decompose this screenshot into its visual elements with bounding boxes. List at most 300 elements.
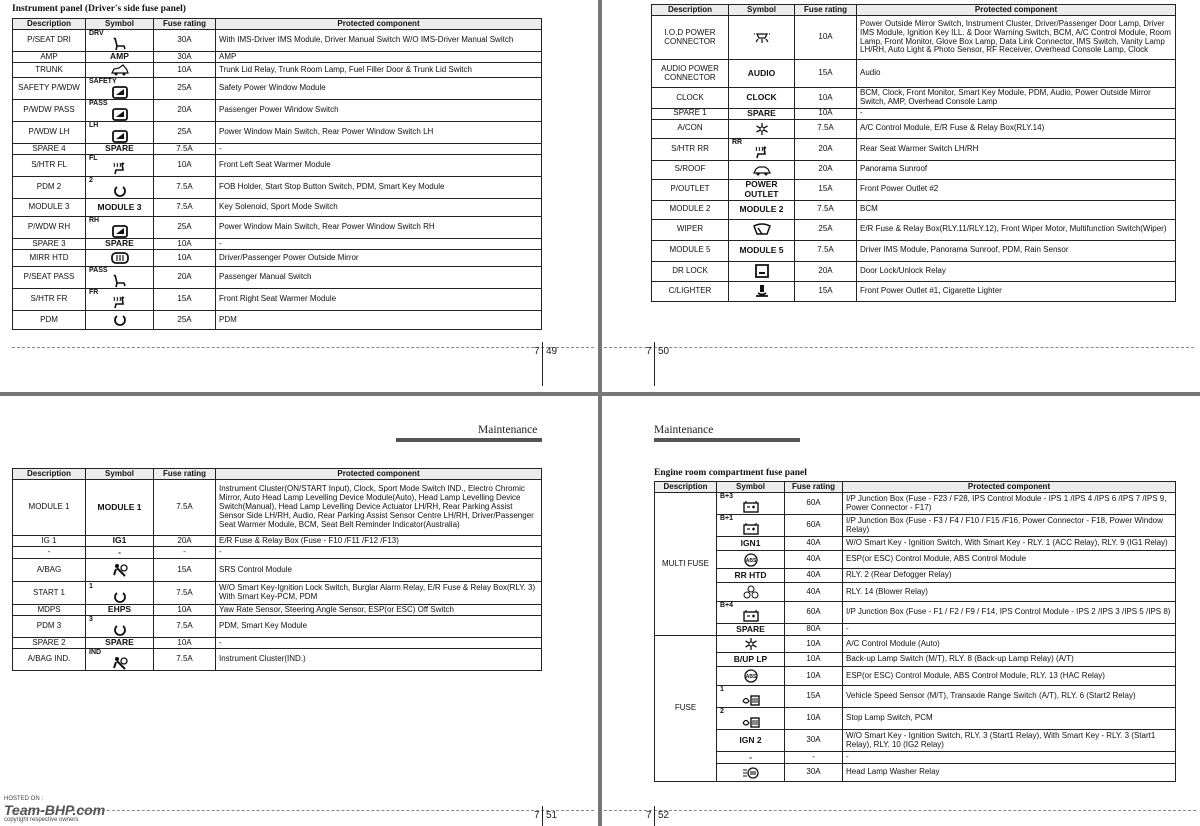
symbol-cell xyxy=(86,100,154,122)
power-button-icon xyxy=(111,313,129,327)
symbol-superscript: FL xyxy=(89,155,98,162)
fuse-description: S/HTR FR xyxy=(13,289,86,311)
symbol-text: SPARE xyxy=(717,624,785,636)
battery-icon xyxy=(742,500,760,514)
fuse-rating: 15A xyxy=(795,60,857,88)
fuse-rating: 15A xyxy=(154,289,216,311)
table-row xyxy=(13,480,542,536)
watermark: HOSTED ON : Team-BHP.com copyright respective owners xyxy=(4,796,106,823)
fuse-rating: 15A xyxy=(795,179,857,200)
protected-component: BCM xyxy=(857,200,1176,219)
symbol-cell xyxy=(717,764,785,782)
svg-text:ABS: ABS xyxy=(745,557,756,564)
protected-component: - xyxy=(216,144,542,155)
symbol-cell xyxy=(86,559,154,582)
power-button-icon xyxy=(111,184,129,198)
fuse-rating: 40A xyxy=(785,569,843,583)
table-row xyxy=(13,100,542,122)
col-protected-component: Protected component xyxy=(843,482,1176,493)
fuse-description: MDPS xyxy=(13,605,86,616)
window-icon xyxy=(111,85,129,99)
fuse-group-description: MULTI FUSE xyxy=(655,493,717,636)
protected-component: Stop Lamp Switch, PCM xyxy=(843,708,1176,730)
fuse-table xyxy=(654,481,1176,782)
table-row xyxy=(13,616,542,638)
table-row xyxy=(652,160,1176,179)
table-row xyxy=(13,177,542,199)
symbol-cell xyxy=(729,119,795,138)
protected-component: SRS Control Module xyxy=(216,559,542,582)
protected-component: W/O Smart Key - Ignition Switch, With Smart Key - RLY. 1 (ACC Relay), RLY. 9 (IG1 Relay) xyxy=(843,537,1176,551)
fuse-rating: 30A xyxy=(154,30,216,52)
fuse-rating: 10A xyxy=(795,16,857,60)
symbol-superscript: 1 xyxy=(89,582,93,590)
fuse-rating: 60A xyxy=(785,515,843,537)
fuse-rating: 30A xyxy=(154,52,216,63)
fuse-rating: 7.5A xyxy=(154,616,216,638)
symbol-superscript: 3 xyxy=(89,616,93,623)
symbol-superscript: 2 xyxy=(720,708,724,715)
protected-component: I/P Junction Box (Fuse - F1 / F2 / F9 / F14, IPS Control Module - IPS 2 /IPS 3 /IPS 5 /IPS 8) xyxy=(843,602,1176,624)
symbol-cell xyxy=(717,515,785,537)
fuse-description: MODULE 5 xyxy=(652,240,729,261)
symbol-superscript: SAFETY xyxy=(89,78,117,85)
protected-component: Instrument Cluster(ON/START Input), Clock, Sport Mode Switch IND., Electro Chromic Mirror, Auto Head Lamp Levelling Device Module(Auto), Head Lamp Levelling Device Switch(Manual), Head Lamp Levelling Device Actuator LH/RH, Rear Parking Assist Sensor Side LH/RH, Audio, Rear Parking Assist Sensor Centre LH/RH, Driver/Passenger Seat Warmer Module, BCM, Seat Belt Reminder Indicator(Australia) xyxy=(216,480,542,536)
table-row xyxy=(13,250,542,267)
fuse-description: A/BAG IND. xyxy=(13,649,86,671)
table-row xyxy=(652,200,1176,219)
fuse-rating: 40A xyxy=(785,551,843,569)
page-52 xyxy=(602,396,1200,826)
symbol-cell xyxy=(717,667,785,686)
protected-component: Front Power Outlet #2 xyxy=(857,179,1176,200)
fuse-rating: 30A xyxy=(785,730,843,752)
table-row xyxy=(13,217,542,239)
symbol-cell xyxy=(86,311,154,330)
protected-component: Front Power Outlet #1, Cigarette Lighter xyxy=(857,281,1176,301)
protected-component: BCM, Clock, Front Monitor, Smart Key Module, PDM, Audio, Power Outside Mirror Switch, AMP, Overhead Console Lamp xyxy=(857,88,1176,109)
table-row xyxy=(655,764,1176,782)
table-row xyxy=(655,624,1176,636)
fuse-rating: 10A xyxy=(785,636,843,653)
fuse-rating: 15A xyxy=(785,686,843,708)
protected-component: - xyxy=(857,109,1176,120)
fuse-rating: 10A xyxy=(795,88,857,109)
power-button-icon xyxy=(111,623,129,637)
table-row xyxy=(13,239,542,250)
symbol-cell xyxy=(729,160,795,179)
protected-component: E/R Fuse & Relay Box(RLY.11/RLY.12), Front Wiper Motor, Multifunction Switch(Wiper) xyxy=(857,219,1176,240)
symbol-superscript: PASS xyxy=(89,267,108,274)
table-row xyxy=(13,289,542,311)
symbol-superscript: IND xyxy=(89,649,102,656)
cigarette-lighter-icon xyxy=(753,284,771,298)
symbol-superscript: PASS xyxy=(89,100,108,107)
fuse-rating: 7.5A xyxy=(154,177,216,199)
fuse-description: AUDIO POWER CONNECTOR xyxy=(652,60,729,88)
protected-component: Door Lock/Unlock Relay xyxy=(857,261,1176,281)
fuse-rating: 25A xyxy=(154,217,216,239)
page-50 xyxy=(602,0,1200,392)
fuse-rating: 20A xyxy=(795,160,857,179)
protected-component: Back-up Lamp Switch (M/T), RLY. 8 (Back-up Lamp Relay) (A/T) xyxy=(843,653,1176,667)
table-row xyxy=(13,559,542,582)
table-row xyxy=(655,752,1176,764)
airbag-icon xyxy=(111,563,129,577)
fuse-description: P/WDW PASS xyxy=(13,100,86,122)
symbol-text: IGN 2 xyxy=(717,730,785,752)
protected-component: PDM xyxy=(216,311,542,330)
symbol-cell xyxy=(86,616,154,638)
symbol-text: SPARE xyxy=(86,144,154,155)
fuse-rating: 20A xyxy=(795,261,857,281)
table-row xyxy=(655,537,1176,551)
fuse-rating: 30A xyxy=(785,764,843,782)
fuse-rating: 40A xyxy=(785,537,843,551)
page-number-right: 52 xyxy=(658,810,670,821)
col-fuse-rating: Fuse rating xyxy=(154,469,216,480)
fuse-description: S/ROOF xyxy=(652,160,729,179)
protected-component: RLY. 14 (Blower Relay) xyxy=(843,583,1176,602)
fuse-description: A/BAG xyxy=(13,559,86,582)
symbol-text: MODULE 2 xyxy=(729,200,795,219)
protected-component: - xyxy=(216,547,542,559)
fuse-rating: 10A xyxy=(154,605,216,616)
protected-component: - xyxy=(843,752,1176,764)
symbol-cell xyxy=(729,219,795,240)
symbol-cell xyxy=(86,217,154,239)
fuse-rating: 7.5A xyxy=(795,200,857,219)
col-protected-component: Protected component xyxy=(857,5,1176,16)
table-row xyxy=(13,605,542,616)
table-row xyxy=(652,60,1176,88)
col-symbol: Symbol xyxy=(717,482,785,493)
col-protected-component: Protected component xyxy=(216,469,542,480)
table-row xyxy=(655,569,1176,583)
fuse-description: S/HTR RR xyxy=(652,138,729,160)
fuse-rating: 10A xyxy=(154,155,216,177)
abs-icon xyxy=(742,553,760,567)
protected-component: Safety Power Window Module xyxy=(216,78,542,100)
protected-component: Driver IMS Module, Panorama Sunroof, PDM, Rain Sensor xyxy=(857,240,1176,261)
table-row xyxy=(652,219,1176,240)
protected-component: PDM, Smart Key Module xyxy=(216,616,542,638)
battery-icon xyxy=(742,609,760,623)
power-button-icon xyxy=(111,590,129,604)
symbol-superscript: RH xyxy=(89,217,100,224)
col-fuse-rating: Fuse rating xyxy=(795,5,857,16)
symbol-text: - xyxy=(86,547,154,559)
blower-fan-icon xyxy=(742,585,760,599)
table-row xyxy=(655,653,1176,667)
fuse-description: P/OUTLET xyxy=(652,179,729,200)
fuse-description: DR LOCK xyxy=(652,261,729,281)
col-symbol: Symbol xyxy=(86,19,154,30)
protected-component: Instrument Cluster(IND.) xyxy=(216,649,542,671)
protected-component: Panorama Sunroof xyxy=(857,160,1176,179)
ecu-icon xyxy=(742,715,760,729)
fuse-rating: 20A xyxy=(154,267,216,289)
page-title: Instrument panel (Driver's side fuse panel) xyxy=(12,4,186,14)
protected-component: Yaw Rate Sensor, Steering Angle Sensor, ESP(or ESC) Off Switch xyxy=(216,605,542,616)
table-row xyxy=(13,122,542,144)
fuse-rating: 10A xyxy=(795,109,857,120)
col-description: Description xyxy=(13,19,86,30)
symbol-cell xyxy=(717,551,785,569)
symbol-text: AUDIO xyxy=(729,60,795,88)
fuse-rating: 10A xyxy=(785,653,843,667)
door-lock-icon xyxy=(753,264,771,278)
window-icon xyxy=(111,129,129,143)
protected-component: Front Right Seat Warmer Module xyxy=(216,289,542,311)
symbol-cell xyxy=(729,281,795,301)
col-protected-component: Protected component xyxy=(216,19,542,30)
fuse-description: SPARE 3 xyxy=(13,239,86,250)
symbol-cell xyxy=(86,155,154,177)
fuse-description: A/CON xyxy=(652,119,729,138)
fuse-rating: 7.5A xyxy=(154,480,216,536)
trunk-car-icon xyxy=(111,63,129,77)
col-fuse-rating: Fuse rating xyxy=(154,19,216,30)
symbol-text: CLOCK xyxy=(729,88,795,109)
fuse-group-description: FUSE xyxy=(655,636,717,782)
symbol-cell xyxy=(729,16,795,60)
page-number-left: 7 xyxy=(646,346,652,357)
protected-component: Passenger Manual Switch xyxy=(216,267,542,289)
protected-component: Key Solenoid, Sport Mode Switch xyxy=(216,199,542,217)
symbol-text: IGN1 xyxy=(717,537,785,551)
symbol-cell xyxy=(86,63,154,78)
fuse-rating: - xyxy=(785,752,843,764)
table-row xyxy=(655,493,1176,515)
fuse-description: AMP xyxy=(13,52,86,63)
table-row xyxy=(655,667,1176,686)
table-row xyxy=(13,144,542,155)
protected-component: W/O Smart Key-Ignition Lock Switch, Burglar Alarm Relay, E/R Fuse & Relay Box(RLY. 3) With Smart Key-PCM, PDM xyxy=(216,582,542,605)
symbol-cell xyxy=(86,267,154,289)
fuse-rating: 7.5A xyxy=(154,199,216,217)
page-number-left: 7 xyxy=(534,810,540,821)
window-icon xyxy=(111,107,129,121)
fuse-rating: 7.5A xyxy=(154,582,216,605)
protected-component: Vehicle Speed Sensor (M/T), Transaxle Range Switch (A/T), RLY. 6 (Start2 Relay) xyxy=(843,686,1176,708)
wiper-icon xyxy=(753,223,771,237)
symbol-text: POWER OUTLET xyxy=(729,179,795,200)
table-row xyxy=(652,138,1176,160)
fuse-rating: 25A xyxy=(154,78,216,100)
protected-component: RLY. 2 (Rear Defogger Relay) xyxy=(843,569,1176,583)
symbol-cell xyxy=(717,493,785,515)
fuse-rating: 20A xyxy=(154,536,216,547)
symbol-cell xyxy=(717,708,785,730)
symbol-text: SPARE xyxy=(86,239,154,250)
protected-component: ESP(or ESC) Control Module, ABS Control Module xyxy=(843,551,1176,569)
protected-component: I/P Junction Box (Fuse - F23 / F28, IPS Control Module - IPS 1 /IPS 4 /IPS 6 /IPS 7 /IPS 9, Power Connector - F17) xyxy=(843,493,1176,515)
fuse-description: SPARE 2 xyxy=(13,638,86,649)
symbol-superscript: DRV xyxy=(89,30,104,37)
protected-component: E/R Fuse & Relay Box (Fuse - F10 /F11 /F12 /F13) xyxy=(216,536,542,547)
table-row xyxy=(655,583,1176,602)
table-row xyxy=(655,551,1176,569)
symbol-superscript: B+1 xyxy=(720,515,734,522)
symbol-text: MODULE 5 xyxy=(729,240,795,261)
protected-component: Audio xyxy=(857,60,1176,88)
fuse-description: P/WDW LH xyxy=(13,122,86,144)
fuse-rating: 7.5A xyxy=(795,240,857,261)
table-row xyxy=(652,119,1176,138)
fuse-rating: 25A xyxy=(154,311,216,330)
fuse-table xyxy=(651,4,1176,302)
dome-lamp-icon xyxy=(753,31,771,45)
fuse-rating: 7.5A xyxy=(154,649,216,671)
window-icon xyxy=(111,224,129,238)
symbol-text: MODULE 1 xyxy=(86,480,154,536)
col-fuse-rating: Fuse rating xyxy=(785,482,843,493)
table-row xyxy=(13,30,542,52)
protected-component: W/O Smart Key - Ignition Switch, RLY. 3 (Start1 Relay), With Smart Key - RLY. 3 (Start1 Relay), RLY. 10 (IG2 Relay) xyxy=(843,730,1176,752)
symbol-text: EHPS xyxy=(86,605,154,616)
table-row xyxy=(13,63,542,78)
fuse-description: START 1 xyxy=(13,582,86,605)
fuse-description: MODULE 2 xyxy=(652,200,729,219)
symbol-superscript: 1 xyxy=(720,686,724,693)
fuse-description: P/WDW RH xyxy=(13,217,86,239)
fuse-description: C/LIGHTER xyxy=(652,281,729,301)
symbol-cell xyxy=(86,582,154,605)
fuse-description: MIRR HTD xyxy=(13,250,86,267)
fuse-description: I.O.D POWER CONNECTOR xyxy=(652,16,729,60)
fuse-description: CLOCK xyxy=(652,88,729,109)
protected-component: FOB Holder, Start Stop Button Switch, PDM, Smart Key Module xyxy=(216,177,542,199)
table-row xyxy=(652,16,1176,60)
table-row xyxy=(655,730,1176,752)
symbol-cell xyxy=(717,636,785,653)
head-lamp-washer-icon xyxy=(742,766,760,780)
protected-component: - xyxy=(216,239,542,250)
symbol-cell xyxy=(717,583,785,602)
symbol-text: MODULE 3 xyxy=(86,199,154,217)
symbol-cell xyxy=(729,261,795,281)
page-number-right: 49 xyxy=(546,346,558,357)
symbol-superscript: FR xyxy=(89,289,99,296)
symbol-superscript: B+4 xyxy=(720,602,734,609)
symbol-cell xyxy=(86,649,154,671)
table-row xyxy=(13,638,542,649)
mirror-heater-icon xyxy=(111,251,129,265)
table-row xyxy=(13,155,542,177)
table-row xyxy=(13,582,542,605)
page-number-right: 50 xyxy=(658,346,670,357)
fuse-rating: 7.5A xyxy=(154,144,216,155)
symbol-text: SPARE xyxy=(86,638,154,649)
ac-icon xyxy=(742,637,760,651)
fuse-rating: 15A xyxy=(795,281,857,301)
symbol-cell xyxy=(729,138,795,160)
symbol-text: - xyxy=(717,752,785,764)
table-row xyxy=(652,240,1176,261)
section-header: Maintenance xyxy=(654,424,714,436)
table-row xyxy=(652,109,1176,120)
sunroof-car-icon xyxy=(753,163,771,177)
protected-component: Front Left Seat Warmer Module xyxy=(216,155,542,177)
fuse-rating: 80A xyxy=(785,624,843,636)
seat-icon xyxy=(111,37,129,51)
protected-component: Head Lamp Washer Relay xyxy=(843,764,1176,782)
seat-icon xyxy=(111,274,129,288)
page-number-left: 7 xyxy=(534,346,540,357)
battery-icon xyxy=(742,522,760,536)
protected-component: I/P Junction Box (Fuse - F3 / F4 / F10 / F15 /F16, Power Connector - F18, Power Window Relay) xyxy=(843,515,1176,537)
page-49 xyxy=(0,0,598,392)
fuse-description: IG 1 xyxy=(13,536,86,547)
fuse-description: PDM 2 xyxy=(13,177,86,199)
table-row xyxy=(13,311,542,330)
symbol-cell xyxy=(86,30,154,52)
fuse-description: P/SEAT DRI xyxy=(13,30,86,52)
fuse-description: - xyxy=(13,547,86,559)
table-row xyxy=(13,52,542,63)
fuse-rating: - xyxy=(154,547,216,559)
fuse-rating: 10A xyxy=(154,250,216,267)
fuse-description: SPARE 1 xyxy=(652,109,729,120)
col-description: Description xyxy=(652,5,729,16)
table-row xyxy=(655,636,1176,653)
symbol-text: SPARE xyxy=(729,109,795,120)
fuse-rating: 10A xyxy=(154,638,216,649)
airbag-icon xyxy=(111,656,129,670)
fuse-description: P/SEAT PASS xyxy=(13,267,86,289)
fuse-rating: 60A xyxy=(785,602,843,624)
fuse-description: SAFETY P/WDW xyxy=(13,78,86,100)
symbol-text: IG1 xyxy=(86,536,154,547)
protected-component: With IMS-Driver IMS Module, Driver Manual Switch W/O IMS-Driver Manual Switch xyxy=(216,30,542,52)
svg-text:ABS: ABS xyxy=(745,674,756,680)
fuse-rating: 7.5A xyxy=(795,119,857,138)
protected-component: Rear Seat Warmer Switch LH/RH xyxy=(857,138,1176,160)
fuse-table xyxy=(12,18,542,330)
table-row xyxy=(13,547,542,559)
ac-icon xyxy=(753,122,771,136)
fuse-description: SPARE 4 xyxy=(13,144,86,155)
table-row xyxy=(652,281,1176,301)
fuse-rating: 10A xyxy=(785,667,843,686)
symbol-cell xyxy=(86,78,154,100)
seat-heater-icon xyxy=(111,296,129,310)
protected-component: Power Outside Mirror Switch, Instrument Cluster, Driver/Passenger Door Lamp, Driver IMS Module, Ignition Key ILL. & Door Warning Switch, BCM, A/C Control Module, Room Lamp, Front Monitor, Glove Box Lamp, Data Link Connector, IMS Switch, Vanity Lamp LH/RH, Auto Light & Photo Sensor, RF Receiver, Overhead Console Lamp, Clock xyxy=(857,16,1176,60)
protected-component: Passenger Power Window Switch xyxy=(216,100,542,122)
table-row xyxy=(13,267,542,289)
table-row xyxy=(655,515,1176,537)
symbol-cell xyxy=(717,686,785,708)
protected-component: A/C Control Module (Auto) xyxy=(843,636,1176,653)
col-description: Description xyxy=(13,469,86,480)
table-row xyxy=(655,602,1176,624)
table-row xyxy=(655,708,1176,730)
fuse-description: MODULE 1 xyxy=(13,480,86,536)
protected-component: - xyxy=(216,638,542,649)
protected-component: - xyxy=(843,624,1176,636)
symbol-cell xyxy=(86,289,154,311)
page-number-left: 7 xyxy=(646,810,652,821)
abs-icon xyxy=(742,669,760,683)
protected-component: Power Window Main Switch, Rear Power Window Switch LH xyxy=(216,122,542,144)
table-row xyxy=(652,179,1176,200)
symbol-text: AMP xyxy=(86,52,154,63)
col-symbol: Symbol xyxy=(86,469,154,480)
protected-component: ESP(or ESC) Control Module, ABS Control Module, RLY. 13 (HAC Relay) xyxy=(843,667,1176,686)
fuse-rating: 60A xyxy=(785,493,843,515)
col-description: Description xyxy=(655,482,717,493)
